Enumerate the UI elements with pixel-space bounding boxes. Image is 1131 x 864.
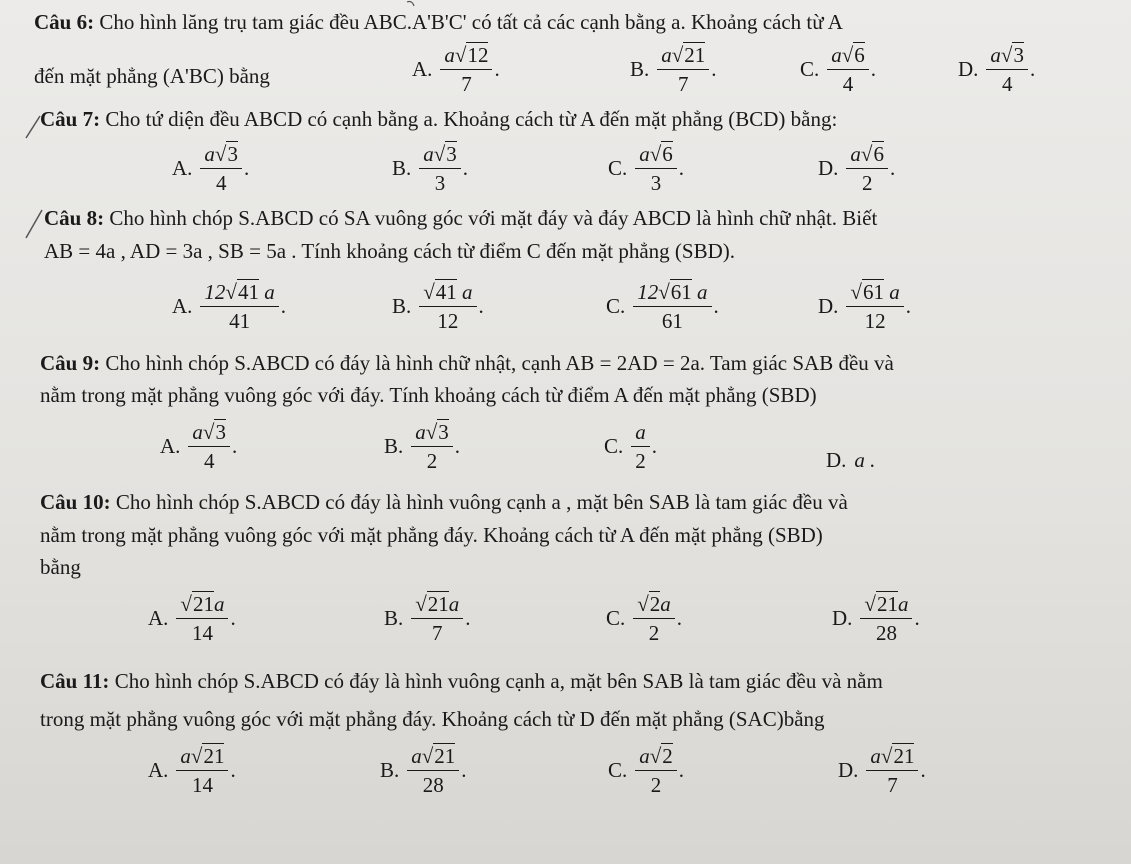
- q7-option-c[interactable]: C. $\frac{a√6}{3}$ .: [608, 142, 685, 195]
- q9-option-d[interactable]: D. a .: [826, 448, 876, 472]
- q10-line-1: Câu 10: Cho hình chóp S.ABCD có đáy là hình vuông cạnh a , mặt bên SAB là tam giác đều và: [40, 490, 848, 514]
- q8-option-d[interactable]: D. $\frac{√61 a}{12}$ .: [818, 280, 911, 333]
- q6-option-c[interactable]: C. $\frac{a√6}{4}$ .: [800, 43, 877, 96]
- q11-option-c[interactable]: C. $\frac{a√2}{2}$ .: [608, 744, 685, 797]
- q6-line-2: đến mặt phẳng (A'BC) bằng: [34, 64, 270, 88]
- q7-option-b[interactable]: B. $\frac{a√3}{3}$ .: [392, 142, 469, 195]
- q6-option-a[interactable]: A. $\frac{a√12}{7}$ .: [412, 43, 500, 96]
- q10-option-b[interactable]: B. $\frac{√21a}{7}$ .: [384, 592, 471, 645]
- q11-line-1: Câu 11: Cho hình chóp S.ABCD có đáy là hình vuông cạnh a, mặt bên SAB là tam giác đều và nằm: [40, 669, 883, 693]
- q9-option-a[interactable]: A. $\frac{a√3}{4}$ .: [160, 420, 238, 473]
- q10-line-3: bằng: [40, 555, 81, 579]
- q10-option-d[interactable]: D. $\frac{√21a}{28}$ .: [832, 592, 920, 645]
- q8-line-2: AB = 4a , AD = 3a , SB = 5a . Tính khoảng cách từ điểm C đến mặt phẳng (SBD).: [44, 239, 736, 263]
- q6-option-d[interactable]: D. $\frac{a√3}{4}$ .: [958, 43, 1036, 96]
- q8-line-1: Câu 8: Cho hình chóp S.ABCD có SA vuông góc với mặt đáy và đáy ABCD là hình chữ nhật. Biết: [44, 206, 878, 230]
- q11-option-a[interactable]: A. $\frac{a√21}{14}$ .: [148, 744, 236, 797]
- q8-option-a[interactable]: A. $\frac{12√41 a}{41}$ .: [172, 280, 286, 333]
- q8-option-c[interactable]: C. $\frac{12√61 a}{61}$ .: [606, 280, 719, 333]
- q11-option-b[interactable]: B. $\frac{a√21}{28}$ .: [380, 744, 467, 797]
- q11-line-2: trong mặt phẳng vuông góc với mặt phẳng đáy. Khoảng cách từ D đến mặt phẳng (SAC)bằng: [40, 707, 825, 731]
- q7-option-a[interactable]: A. $\frac{a√3}{4}$ .: [172, 142, 250, 195]
- q7-option-d[interactable]: D. $\frac{a√6}{2}$ .: [818, 142, 896, 195]
- q9-option-c[interactable]: C. $\frac{a}{2}$ .: [604, 420, 658, 473]
- q8-option-b[interactable]: B. $\frac{√41 a}{12}$ .: [392, 280, 484, 333]
- q6-line-1: Câu 6: Cho hình lăng trụ tam giác đều ABC.A'B'C' có tất cả các cạnh bằng a. Khoảng cách từ A: [34, 10, 843, 34]
- q11-option-d[interactable]: D. $\frac{a√21}{7}$ .: [838, 744, 926, 797]
- q10-line-2: nằm trong mặt phẳng vuông góc với mặt phẳng đáy. Khoảng cách từ A đến mặt phẳng (SBD): [40, 523, 823, 547]
- pencil-mark-q8: [22, 206, 46, 242]
- q10-option-c[interactable]: C. $\frac{√2a}{2}$ .: [606, 592, 683, 645]
- q7-line-1: Câu 7: Cho tứ diện đều ABCD có cạnh bằng a. Khoảng cách từ A đến mặt phẳng (BCD) bằng:: [40, 107, 838, 131]
- q9-option-b[interactable]: B. $\frac{a√3}{2}$ .: [384, 420, 461, 473]
- q9-line-2: nằm trong mặt phẳng vuông góc với đáy. Tính khoảng cách từ điểm A đến mặt phẳng (SBD): [40, 383, 817, 407]
- q6-option-b[interactable]: B. $\frac{a√21}{7}$ .: [630, 43, 717, 96]
- q9-line-1: Câu 9: Cho hình chóp S.ABCD có đáy là hình chữ nhật, cạnh AB = 2AD = 2a. Tam giác SAB đều và: [40, 351, 894, 375]
- q10-option-a[interactable]: A. $\frac{√21a}{14}$ .: [148, 592, 236, 645]
